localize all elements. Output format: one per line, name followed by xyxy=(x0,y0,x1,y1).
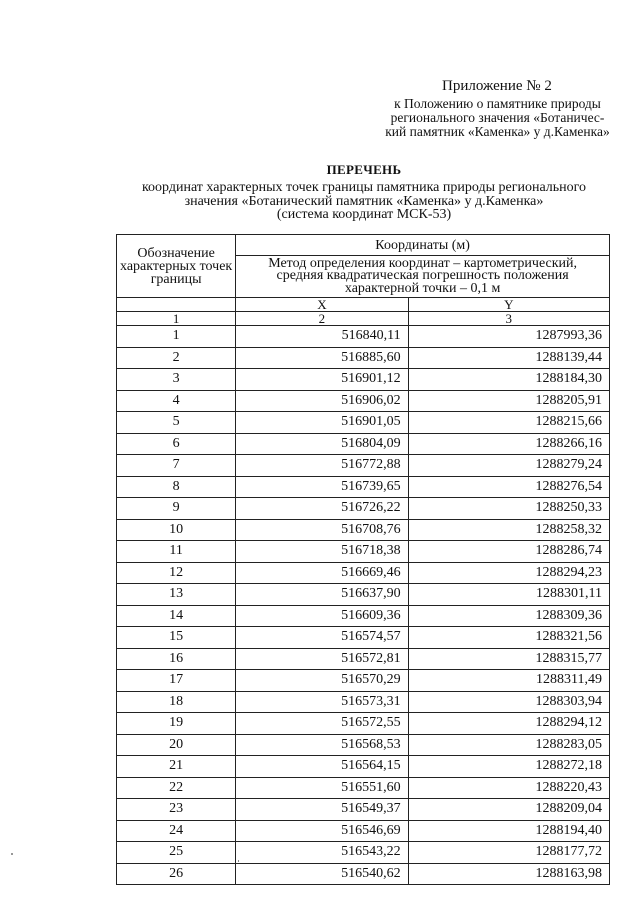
table-row xyxy=(117,562,610,584)
x-coordinate-cell: 516573,31 xyxy=(236,691,408,713)
appendix-subtitle-line: регионального значения «Ботаничес- xyxy=(390,110,605,125)
subheading-line: значения «Ботанический памятник «Каменка» у д.Каменка» xyxy=(184,193,544,209)
x-coordinate-cell: 516840,11 xyxy=(236,326,408,348)
point-number-cell: 25 xyxy=(117,842,236,864)
table-row xyxy=(117,691,610,713)
point-number-cell: 2 xyxy=(117,347,236,369)
x-coordinate-cell: 516772,88 xyxy=(236,455,408,477)
x-coordinate-cell: 516572,81 xyxy=(236,648,408,670)
table-row xyxy=(117,627,610,649)
method-line: средняя квадратическая погрешность положения xyxy=(276,268,569,284)
x-coordinate-cell: 516540,62 xyxy=(236,863,408,885)
point-number-cell: 1 xyxy=(117,326,236,348)
y-coordinate-cell: 1288194,40 xyxy=(408,820,609,842)
y-coordinate-cell: 1288209,04 xyxy=(408,799,609,821)
table-row xyxy=(117,670,610,692)
x-coordinate-cell: 516885,60 xyxy=(236,347,408,369)
point-number-cell: 8 xyxy=(117,476,236,498)
table-row xyxy=(117,820,610,842)
blank-header-cell xyxy=(117,298,236,312)
appendix-subtitle-line: к Положению о памятнике природы xyxy=(394,96,601,111)
x-coordinate-cell: 516609,36 xyxy=(236,605,408,627)
table-row xyxy=(117,433,610,455)
x-coordinate-cell: 516637,90 xyxy=(236,584,408,606)
point-number-cell: 11 xyxy=(117,541,236,563)
table-row xyxy=(117,734,610,756)
document-heading: ПЕРЕЧЕНЬ xyxy=(326,162,402,177)
x-header: X xyxy=(236,298,408,312)
y-header: Y xyxy=(408,298,609,312)
x-coordinate-cell: 516546,69 xyxy=(236,820,408,842)
point-number-cell: 12 xyxy=(117,562,236,584)
scan-speck xyxy=(238,860,239,862)
y-coordinate-cell: 1288294,23 xyxy=(408,562,609,584)
y-coordinate-cell: 1288294,12 xyxy=(408,713,609,735)
point-number-cell: 4 xyxy=(117,390,236,412)
point-designation-header: Обозначение характерных точек границы xyxy=(117,235,236,298)
y-coordinate-cell: 1288309,36 xyxy=(408,605,609,627)
table-row xyxy=(117,390,610,412)
table-row xyxy=(117,756,610,778)
scan-speck xyxy=(11,853,13,855)
point-number-cell: 7 xyxy=(117,455,236,477)
table-row xyxy=(117,519,610,541)
appendix-subtitle-line: кий памятник «Каменка» у д.Каменка» xyxy=(385,124,610,139)
table-row xyxy=(117,455,610,477)
x-coordinate-cell: 516669,46 xyxy=(236,562,408,584)
y-coordinate-cell: 1288272,18 xyxy=(408,756,609,778)
method-header xyxy=(236,256,610,298)
appendix-title: Приложение № 2 xyxy=(442,78,552,94)
point-number-cell: 3 xyxy=(117,369,236,391)
table-row xyxy=(117,648,610,670)
table-row xyxy=(117,605,610,627)
x-coordinate-cell: 516804,09 xyxy=(236,433,408,455)
y-coordinate-cell: 1288163,98 xyxy=(408,863,609,885)
y-coordinate-cell: 1288303,94 xyxy=(408,691,609,713)
method-line: Метод определения координат – картометрический, xyxy=(268,255,578,271)
table-row xyxy=(117,799,610,821)
point-number-cell: 24 xyxy=(117,820,236,842)
y-coordinate-cell: 1288215,66 xyxy=(408,412,609,434)
table-row xyxy=(117,863,610,885)
x-coordinate-cell: 516570,29 xyxy=(236,670,408,692)
y-coordinate-cell: 1288139,44 xyxy=(408,347,609,369)
point-number-cell: 14 xyxy=(117,605,236,627)
y-coordinate-cell: 1288177,72 xyxy=(408,842,609,864)
point-number-cell: 19 xyxy=(117,713,236,735)
x-coordinate-cell: 516708,76 xyxy=(236,519,408,541)
x-coordinate-cell: 516906,02 xyxy=(236,390,408,412)
coordinates-table xyxy=(116,234,610,885)
point-number-cell: 13 xyxy=(117,584,236,606)
y-coordinate-cell: 1288220,43 xyxy=(408,777,609,799)
y-coordinate-cell: 1288283,05 xyxy=(408,734,609,756)
column-number: 3 xyxy=(408,312,609,326)
y-coordinate-cell: 1288184,30 xyxy=(408,369,609,391)
y-coordinate-cell: 1288315,77 xyxy=(408,648,609,670)
x-coordinate-cell: 516543,22 xyxy=(236,842,408,864)
table-row xyxy=(117,476,610,498)
x-coordinate-cell: 516574,57 xyxy=(236,627,408,649)
coordinates-header: Координаты (м) xyxy=(236,235,610,256)
subheading-line: координат характерных точек границы памятника природы регионального xyxy=(141,180,587,195)
y-coordinate-cell: 1288250,33 xyxy=(408,498,609,520)
table-row xyxy=(117,584,610,606)
x-coordinate-cell: 516726,22 xyxy=(236,498,408,520)
table-row xyxy=(117,777,610,799)
y-coordinate-cell: 1288266,16 xyxy=(408,433,609,455)
x-coordinate-cell: 516901,05 xyxy=(236,412,408,434)
x-coordinate-cell: 516739,65 xyxy=(236,476,408,498)
y-coordinate-cell: 1288286,74 xyxy=(408,541,609,563)
point-number-cell: 15 xyxy=(117,627,236,649)
table-row xyxy=(117,541,610,563)
x-coordinate-cell: 516564,15 xyxy=(236,756,408,778)
table-row xyxy=(117,498,610,520)
point-number-cell: 23 xyxy=(117,799,236,821)
document-subheading xyxy=(90,181,638,222)
table-row xyxy=(117,369,610,391)
column-number: 2 xyxy=(236,312,408,326)
y-coordinate-cell: 1288276,54 xyxy=(408,476,609,498)
point-number-cell: 10 xyxy=(117,519,236,541)
table-row xyxy=(117,347,610,369)
appendix-subtitle xyxy=(385,97,610,139)
point-number-cell: 21 xyxy=(117,756,236,778)
y-coordinate-cell: 1288301,11 xyxy=(408,584,609,606)
point-number-cell: 22 xyxy=(117,777,236,799)
table-row xyxy=(117,842,610,864)
method-line: характерной точки – 0,1 м xyxy=(344,280,501,296)
subheading-line: (система координат МСК-53) xyxy=(276,207,452,222)
coordinates-table-body xyxy=(117,326,610,885)
table-row xyxy=(117,713,610,735)
table-row xyxy=(117,412,610,434)
point-number-cell: 20 xyxy=(117,734,236,756)
y-coordinate-cell: 1288311,49 xyxy=(408,670,609,692)
point-number-cell: 5 xyxy=(117,412,236,434)
y-coordinate-cell: 1288279,24 xyxy=(408,455,609,477)
x-coordinate-cell: 516549,37 xyxy=(236,799,408,821)
point-number-cell: 6 xyxy=(117,433,236,455)
x-coordinate-cell: 516718,38 xyxy=(236,541,408,563)
point-number-cell: 9 xyxy=(117,498,236,520)
y-coordinate-cell: 1287993,36 xyxy=(408,326,609,348)
point-number-cell: 18 xyxy=(117,691,236,713)
y-coordinate-cell: 1288205,91 xyxy=(408,390,609,412)
point-number-cell: 17 xyxy=(117,670,236,692)
x-coordinate-cell: 516901,12 xyxy=(236,369,408,391)
y-coordinate-cell: 1288258,32 xyxy=(408,519,609,541)
table-row xyxy=(117,326,610,348)
point-number-cell: 26 xyxy=(117,863,236,885)
x-coordinate-cell: 516568,53 xyxy=(236,734,408,756)
x-coordinate-cell: 516572,55 xyxy=(236,713,408,735)
y-coordinate-cell: 1288321,56 xyxy=(408,627,609,649)
x-coordinate-cell: 516551,60 xyxy=(236,777,408,799)
column-number: 1 xyxy=(117,312,236,326)
point-number-cell: 16 xyxy=(117,648,236,670)
